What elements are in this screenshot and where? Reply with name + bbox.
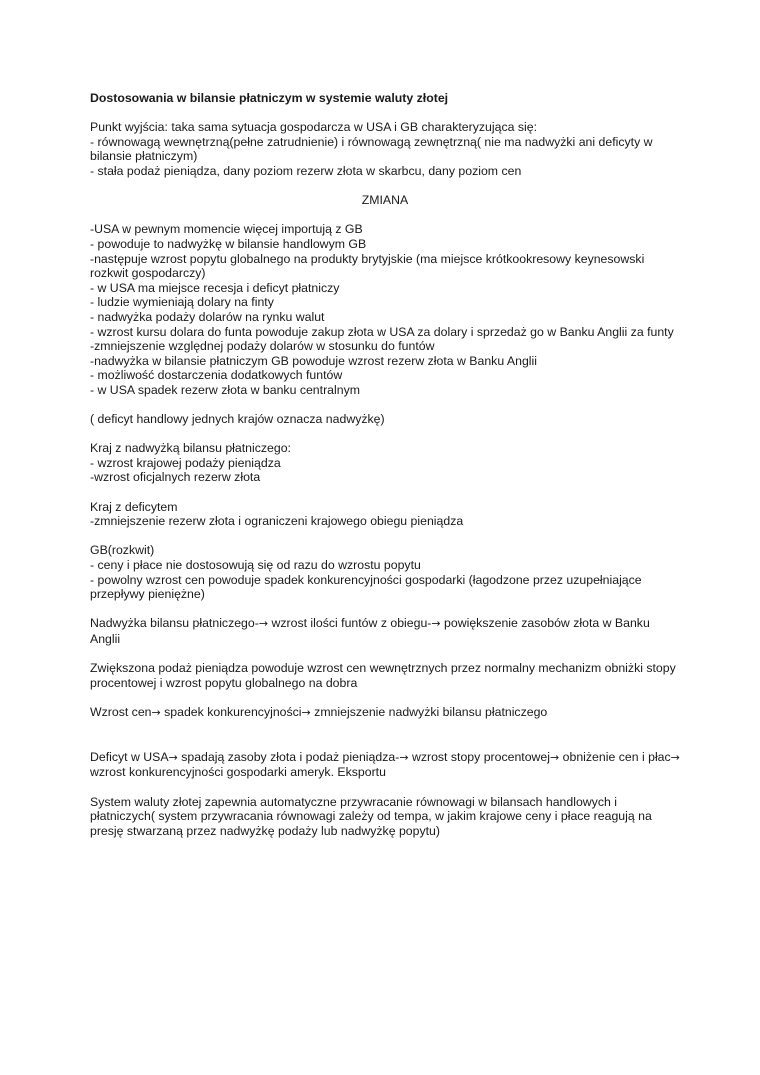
chain-text: Nadwyżka bilansu płatniczego- xyxy=(90,616,259,631)
change-heading: ZMIANA xyxy=(361,193,409,208)
chain-text: wzrost konkurencyjności gospodarki ameryk. Eksportu xyxy=(90,765,386,780)
intro-line: Punkt wyjścia: taka sama sytuacja gospodarcza w USA i GB charakteryzująca się: xyxy=(90,120,537,135)
list-item: - powoduje to nadwyżkę w bilansie handlowym GB xyxy=(90,236,367,251)
arrow-right-icon: → xyxy=(399,750,409,764)
money-supply-paragraph: Zwiększona podaż pieniądza powoduje wzrost cen wewnętrznych przez normalny mechanizm obniżki stopy procentowej i wzrost popytu globalnego na dobra xyxy=(90,661,676,690)
document-title: Dostosowania w bilansie płatniczym w systemie waluty złotej xyxy=(90,91,449,105)
list-item: - ceny i płace nie dostosowują się od razu do wzrostu popytu xyxy=(90,558,421,572)
deficit-heading: Kraj z deficytem xyxy=(90,499,178,514)
change-list xyxy=(90,222,680,397)
document-body xyxy=(90,91,680,853)
list-item: -następuje wzrost popytu globalnego na produkty brytyjskie (ma miejsce krótkookresowy keynesowski rozkwit gospodarczy) xyxy=(90,251,645,281)
list-item: - nadwyżka podaży dolarów na rynku walut xyxy=(90,309,325,324)
surplus-heading: Kraj z nadwyżką bilansu płatniczego: xyxy=(90,441,291,456)
arrow-right-icon: → xyxy=(431,617,441,631)
gb-heading: GB(rozkwit) xyxy=(90,543,155,558)
list-item: - możliwość dostarczenia dodatkowych funtów xyxy=(90,368,343,383)
conclusion-paragraph: System waluty złotej zapewnia automatyczne przywracanie równowagi w bilansach handlowych i płatniczych( system przywracania równowagi zależy od tempa, w jakim krajowe ceny i płace reagują na presję stwarzaną przez nadwyżkę podaży lub nadwyżkę popytu) xyxy=(90,794,652,838)
list-item: -wzrost oficjalnych rezerw złota xyxy=(90,470,261,485)
arrow-right-icon: → xyxy=(301,705,311,719)
chain-text: obniżenie cen i płac xyxy=(559,749,671,764)
chain-text: wzrost stopy procentowej xyxy=(408,749,551,764)
list-item: -zmniejszenie względnej podaży dolarów w stosunku do funtów xyxy=(90,339,435,354)
list-item: - wzrost krajowej podaży pieniądza xyxy=(90,455,281,470)
list-item: - wzrost kursu dolara do funta powoduje zakup złota w USA za dolary i sprzedaż go w Banku Anglii za funty xyxy=(90,324,674,339)
list-item: - ludzie wymieniają dolary na finty xyxy=(90,295,274,310)
usa-deficit-chain-paragraph xyxy=(90,750,680,780)
chain-text: spadek konkurencyjności xyxy=(160,704,302,719)
chain-text: Wzrost cen xyxy=(90,704,152,719)
chain-text: powiększenie zasobów złota w Banku Anglii xyxy=(90,616,650,646)
intro-line: - stała podaż pieniądza, dany poziom rezerw złota w skarbcu, dany poziom cen xyxy=(90,163,522,178)
intro-paragraph xyxy=(90,120,680,178)
list-item: -nadwyżka w bilansie płatniczym GB powoduje wzrost rezerw złota w Banku Anglii xyxy=(90,353,537,368)
arrow-right-icon: → xyxy=(550,750,560,764)
list-item: - w USA spadek rezerw złota w banku centralnym xyxy=(90,382,360,397)
price-chain-paragraph xyxy=(90,705,680,721)
chain-text: Deficyt w USA xyxy=(90,749,169,764)
arrow-right-icon: → xyxy=(151,705,161,719)
gb-section xyxy=(90,543,680,601)
note-paragraph: ( deficyt handlowy jednych krajów oznacza nadwyżkę) xyxy=(90,412,385,427)
chain-text: zmniejszenie nadwyżki bilansu płatniczego xyxy=(310,704,548,719)
deficit-section xyxy=(90,500,680,529)
arrow-right-icon: → xyxy=(670,750,680,764)
list-item: - w USA ma miejsce recesja i deficyt płatniczy xyxy=(90,280,340,295)
surplus-chain-paragraph xyxy=(90,616,680,646)
surplus-section xyxy=(90,441,680,485)
arrow-right-icon: → xyxy=(168,750,178,764)
list-item: -USA w pewnym momencie więcej importują z GB xyxy=(90,222,363,237)
intro-line: - równowagą wewnętrzną(pełne zatrudnienie) i równowagą zewnętrzną( nie ma nadwyżki ani deficyty w bilansie płatniczym) xyxy=(90,134,653,164)
list-item: -zmniejszenie rezerw złota i ograniczeni krajowego obiegu pieniądza xyxy=(90,514,464,529)
arrow-right-icon: → xyxy=(258,617,269,631)
chain-text: wzrost ilości funtów z obiegu- xyxy=(268,616,432,631)
list-item: - powolny wzrost cen powoduje spadek konkurencyjności gospodarki (łagodzone przez uzupełniające przepływy pieniężne) xyxy=(90,572,642,602)
chain-text: spadają zasoby złota i podaż pieniądza- xyxy=(177,749,400,764)
